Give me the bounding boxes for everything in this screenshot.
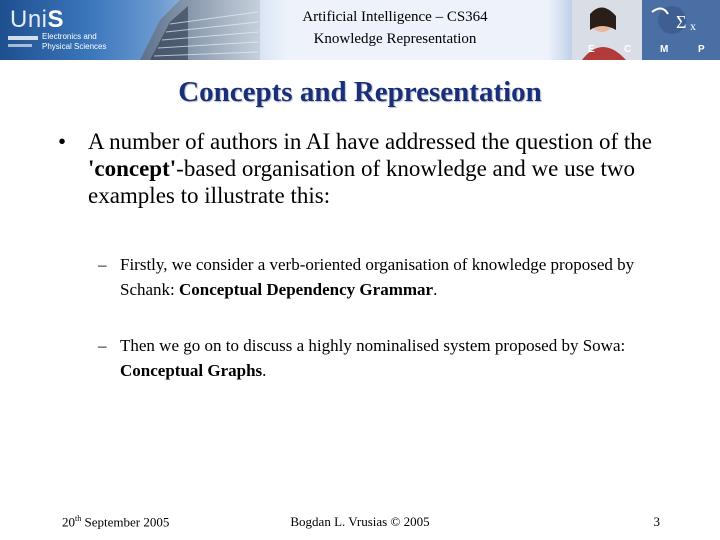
dept-letter-m: M <box>660 44 669 55</box>
sub-bullet-text: Firstly, we consider a verb-oriented organisation of knowledge proposed by Schank: Conceptual Dependency Grammar. <box>120 255 635 299</box>
footer-author: Bogdan L. Vrusias © 2005 <box>290 514 430 529</box>
header-banner <box>0 0 720 60</box>
logo-wordmark: UniS <box>10 6 65 33</box>
term-conceptual-graphs: Conceptual Graphs <box>120 361 263 380</box>
svg-text:Σ: Σ <box>676 12 687 32</box>
dash-icon: – <box>98 336 107 355</box>
dept-letter-e: E <box>588 44 595 55</box>
course-heading <box>270 6 520 50</box>
slide-title: Concepts and Representation <box>178 76 542 108</box>
dept-letter-c: C <box>624 44 632 55</box>
page-number: 3 <box>653 514 660 529</box>
bullet-icon: • <box>58 129 67 154</box>
unis-logo <box>0 0 150 60</box>
sub-bullet-text: Then we go on to discuss a highly nominalised system proposed by Sowa: Conceptual Graphs. <box>120 336 626 380</box>
course-title: Artificial Intelligence – CS364 <box>302 9 488 25</box>
bullet-text: A number of authors in AI have addressed the question of the 'concept'-based organisation of knowledge and we use two examples to illustrate this: <box>88 129 653 208</box>
term-cdg: Conceptual Dependency Grammar <box>179 280 434 299</box>
logo-bar-icon <box>8 34 38 56</box>
course-topic: Knowledge Representation <box>313 31 477 47</box>
svg-text:x: x <box>690 19 696 33</box>
footer-date: 20th September 2005 <box>62 514 170 530</box>
building-image <box>140 0 260 60</box>
logo-subtitle: Electronics and Physical Sciences <box>42 32 107 51</box>
dept-letter-p: P <box>698 44 705 55</box>
concept-term: 'concept' <box>88 156 177 181</box>
dash-icon: – <box>98 255 107 274</box>
